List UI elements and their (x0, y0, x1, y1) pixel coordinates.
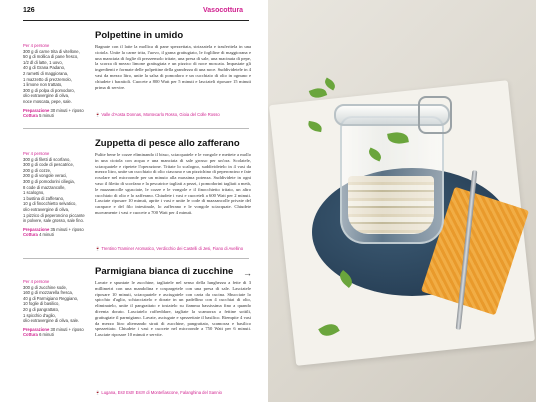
ingredient: 1 bustina di zafferano, (23, 195, 65, 201)
section-title: Vasocottura (203, 7, 244, 14)
ingredient: 1 spicchio d'aglio, (23, 312, 56, 318)
recipe-title: Polpettine in umido (95, 30, 184, 41)
ingredient: 10 g di finocchietto selvatico, (23, 201, 77, 207)
ingredient: noce moscata, pepe, sale. (23, 98, 72, 104)
ingredient: in polvere, sale grosso, sale fino. (23, 218, 84, 224)
recipe-title: Zuppetta di pesce allo zafferano (95, 138, 240, 149)
ingredients-list (23, 43, 89, 119)
ingredient: 1 scalogno, (23, 190, 45, 196)
ingredient: 8 code di mazzancolle, (23, 184, 66, 190)
ingredient: 1 limone non trattato, (23, 82, 63, 88)
ingredient: 1 mazzetto di prezzemolo, (23, 76, 72, 82)
wine-pairing: 🍷 Valle d'Aosta Donnas, Montecarlo Rosso, Gioia del Colle Rosso (95, 112, 220, 117)
prep-time: Preparazione 35 minuti + riposo (23, 226, 84, 232)
divider (23, 128, 249, 129)
cook-time: Cottura 5 minuti (23, 113, 54, 119)
ingredient: 1 pizzico di peperoncino piccante (23, 212, 85, 218)
ingredient: 20 g di pangrattato, (23, 306, 60, 312)
prep-time: Preparazione 30 minuti + riposo (23, 326, 84, 332)
wine-pairing: 🍷 Lugana, Est! Est!! Est!!! di Montefiascone, Falanghina del Sannio (95, 390, 222, 395)
recipe-instructions: Pulite bene le cozze eliminando il bisso, sciacquatele e le vongole e mettete a mollo in una ciotola con acqua e una manciata di sale grosso per un'ora. Scolatele, sciacquatele e ripetete l'operazione. Tritate lo scalogno, suddividetelo in 4 vasi da mezzo litro, unite un cucchiaio di olio ciascuno e un pizzichino di peperoncino e fate rosolare nel microonde per un minuto alla massima potenza. Suddividete in ogni vaso il filetto di scorfano e la pescatrice tagliati a pezzi, i pomodorini tagliati a metà, le mazzancolle sgusciate, le cozze e le vongole e il finocchietto tritato, un altro cucchiaio di olio e lo zafferano. Chiudete i vasi e cuoceteli a 600 Watt per 2 minuti. Lasciate riposare 10 minuti, aprite i vasi e unite le code di mazzancolle private del carapace e del filo intestinale, lo zafferano e le vongole sciacquate. Chiudete nuovamente i vasi e cuocete a 700 Watt per 4 minuti. (95, 152, 252, 215)
ingredient: olio extravergine di oliva, (23, 206, 70, 212)
basil-leaf (323, 78, 337, 91)
wine-pairing: 🍷 Trentino Traminer Aromatico, Verdicchio dei Castelli di Jesi, Fiano di Avellino (95, 246, 244, 251)
ingredient: 300 g di filetti di scorfano, (23, 156, 71, 162)
ingredient: 50 g di mollica di pane fresco, (23, 54, 79, 60)
divider (23, 258, 249, 259)
servings: Per 4 persone (23, 151, 50, 156)
servings: Per 4 persone (23, 43, 50, 48)
page-number: 126 (23, 7, 35, 14)
recipe-instructions: Lavate e spuntate le zucchine, tagliatele nel senso della lunghezza a fette di 3 millimetri con una mandolina e cospargetele con una presa di sale. Lasciatele riposare 10 minuti, sciacquatele e asciugatele con carta da cucina. Sbucciate lo spicchio d'aglio, schiacciatelo e dorate in un padellino con 4 cucchiai di olio, eliminatelo, unite il pangrattato e tostatelo su fiamma bassissima fino a quando diventa dorato. Lasciatelo raffreddare, tagliate la scamorza a fettine sottili, grattugiate il parmigiano. Lavate, asciugate e spezzettate il basilico. Riempite 4 vasi da mezzo litro alternando strati di zucchine, pangrattato, scamorza e basilico spezzettato. Chiudete i vasi e cuocete nel microonde a 750 Watt per 6 minuti. Lasciate riposare 10 minuti e servite. (95, 280, 251, 338)
recipe-title: Parmigiana bianca di zucchine (95, 266, 234, 277)
ingredient: 300 g di pomodorini ciliegia, (23, 178, 75, 184)
ingredient: 2 rametti di maggiorana, (23, 70, 69, 76)
recipe-photo (268, 0, 536, 402)
basil-leaf (309, 86, 327, 101)
recipe-instructions: Bagnate con il latte la mollica di pane spezzettata, strizzatela e trasferitela in una ciotola. Unite la carne trita, l'uovo, il grana grattugiato, le fogliline di maggiorana e una manciata di foglie di prezzemolo tritate, una presa di sale, una macinata di pepe, la scorza di mezzo limone grattugiata e un pizzico di noce moscata. Impastate gli ingredienti e formate delle polpettine della grandezza di una noce. Suddividetele in 4 vasi da mezzo litro, unite la salsa di pomodoro e un cucchiaio di olio in ognuno e chiudete i barattoli. Cuocete a 800 Watt per 5 minuti e lasciateli riposare 15 minuti prima di servire. (95, 44, 252, 90)
ingredient: 200 g di vongole veraci, (23, 173, 68, 179)
ingredient: 300 g di carne trita di vitellone, (23, 48, 80, 54)
header-rule (23, 20, 249, 21)
cook-time: Cottura 4 minuti (23, 232, 54, 238)
ingredient: 1/2 dl di latte, 1 uovo, (23, 59, 63, 65)
cook-time: Cottura 6 minuti (23, 332, 54, 338)
next-arrow-icon[interactable]: → (243, 268, 252, 278)
ingredient: 40 g di Parmigiano Reggiano, (23, 295, 79, 301)
ingredient: 160 g di mozzarella fresca, (23, 290, 74, 296)
ingredients-list (23, 151, 89, 238)
ingredients-list (23, 279, 89, 338)
ingredient: 200 g di cozze, (23, 167, 52, 173)
ingredient: 40 g di Grana Padano, (23, 65, 66, 71)
ingredient: 300 g di polpa di pomodoro, (23, 87, 75, 93)
jar-clasp (418, 96, 452, 134)
ingredient: 10 foglie di basilico, (23, 301, 60, 307)
ingredient: olio extravergine di oliva, sale. (23, 318, 80, 324)
servings: Per 4 persone (23, 279, 50, 284)
ingredient: 300 g di zucchine sode, (23, 284, 67, 290)
ingredient: olio extravergine di oliva, (23, 93, 70, 99)
prep-time: Preparazione 30 minuti + riposo (23, 107, 84, 113)
ingredient: 300 g di code di pescatrice, (23, 162, 74, 168)
